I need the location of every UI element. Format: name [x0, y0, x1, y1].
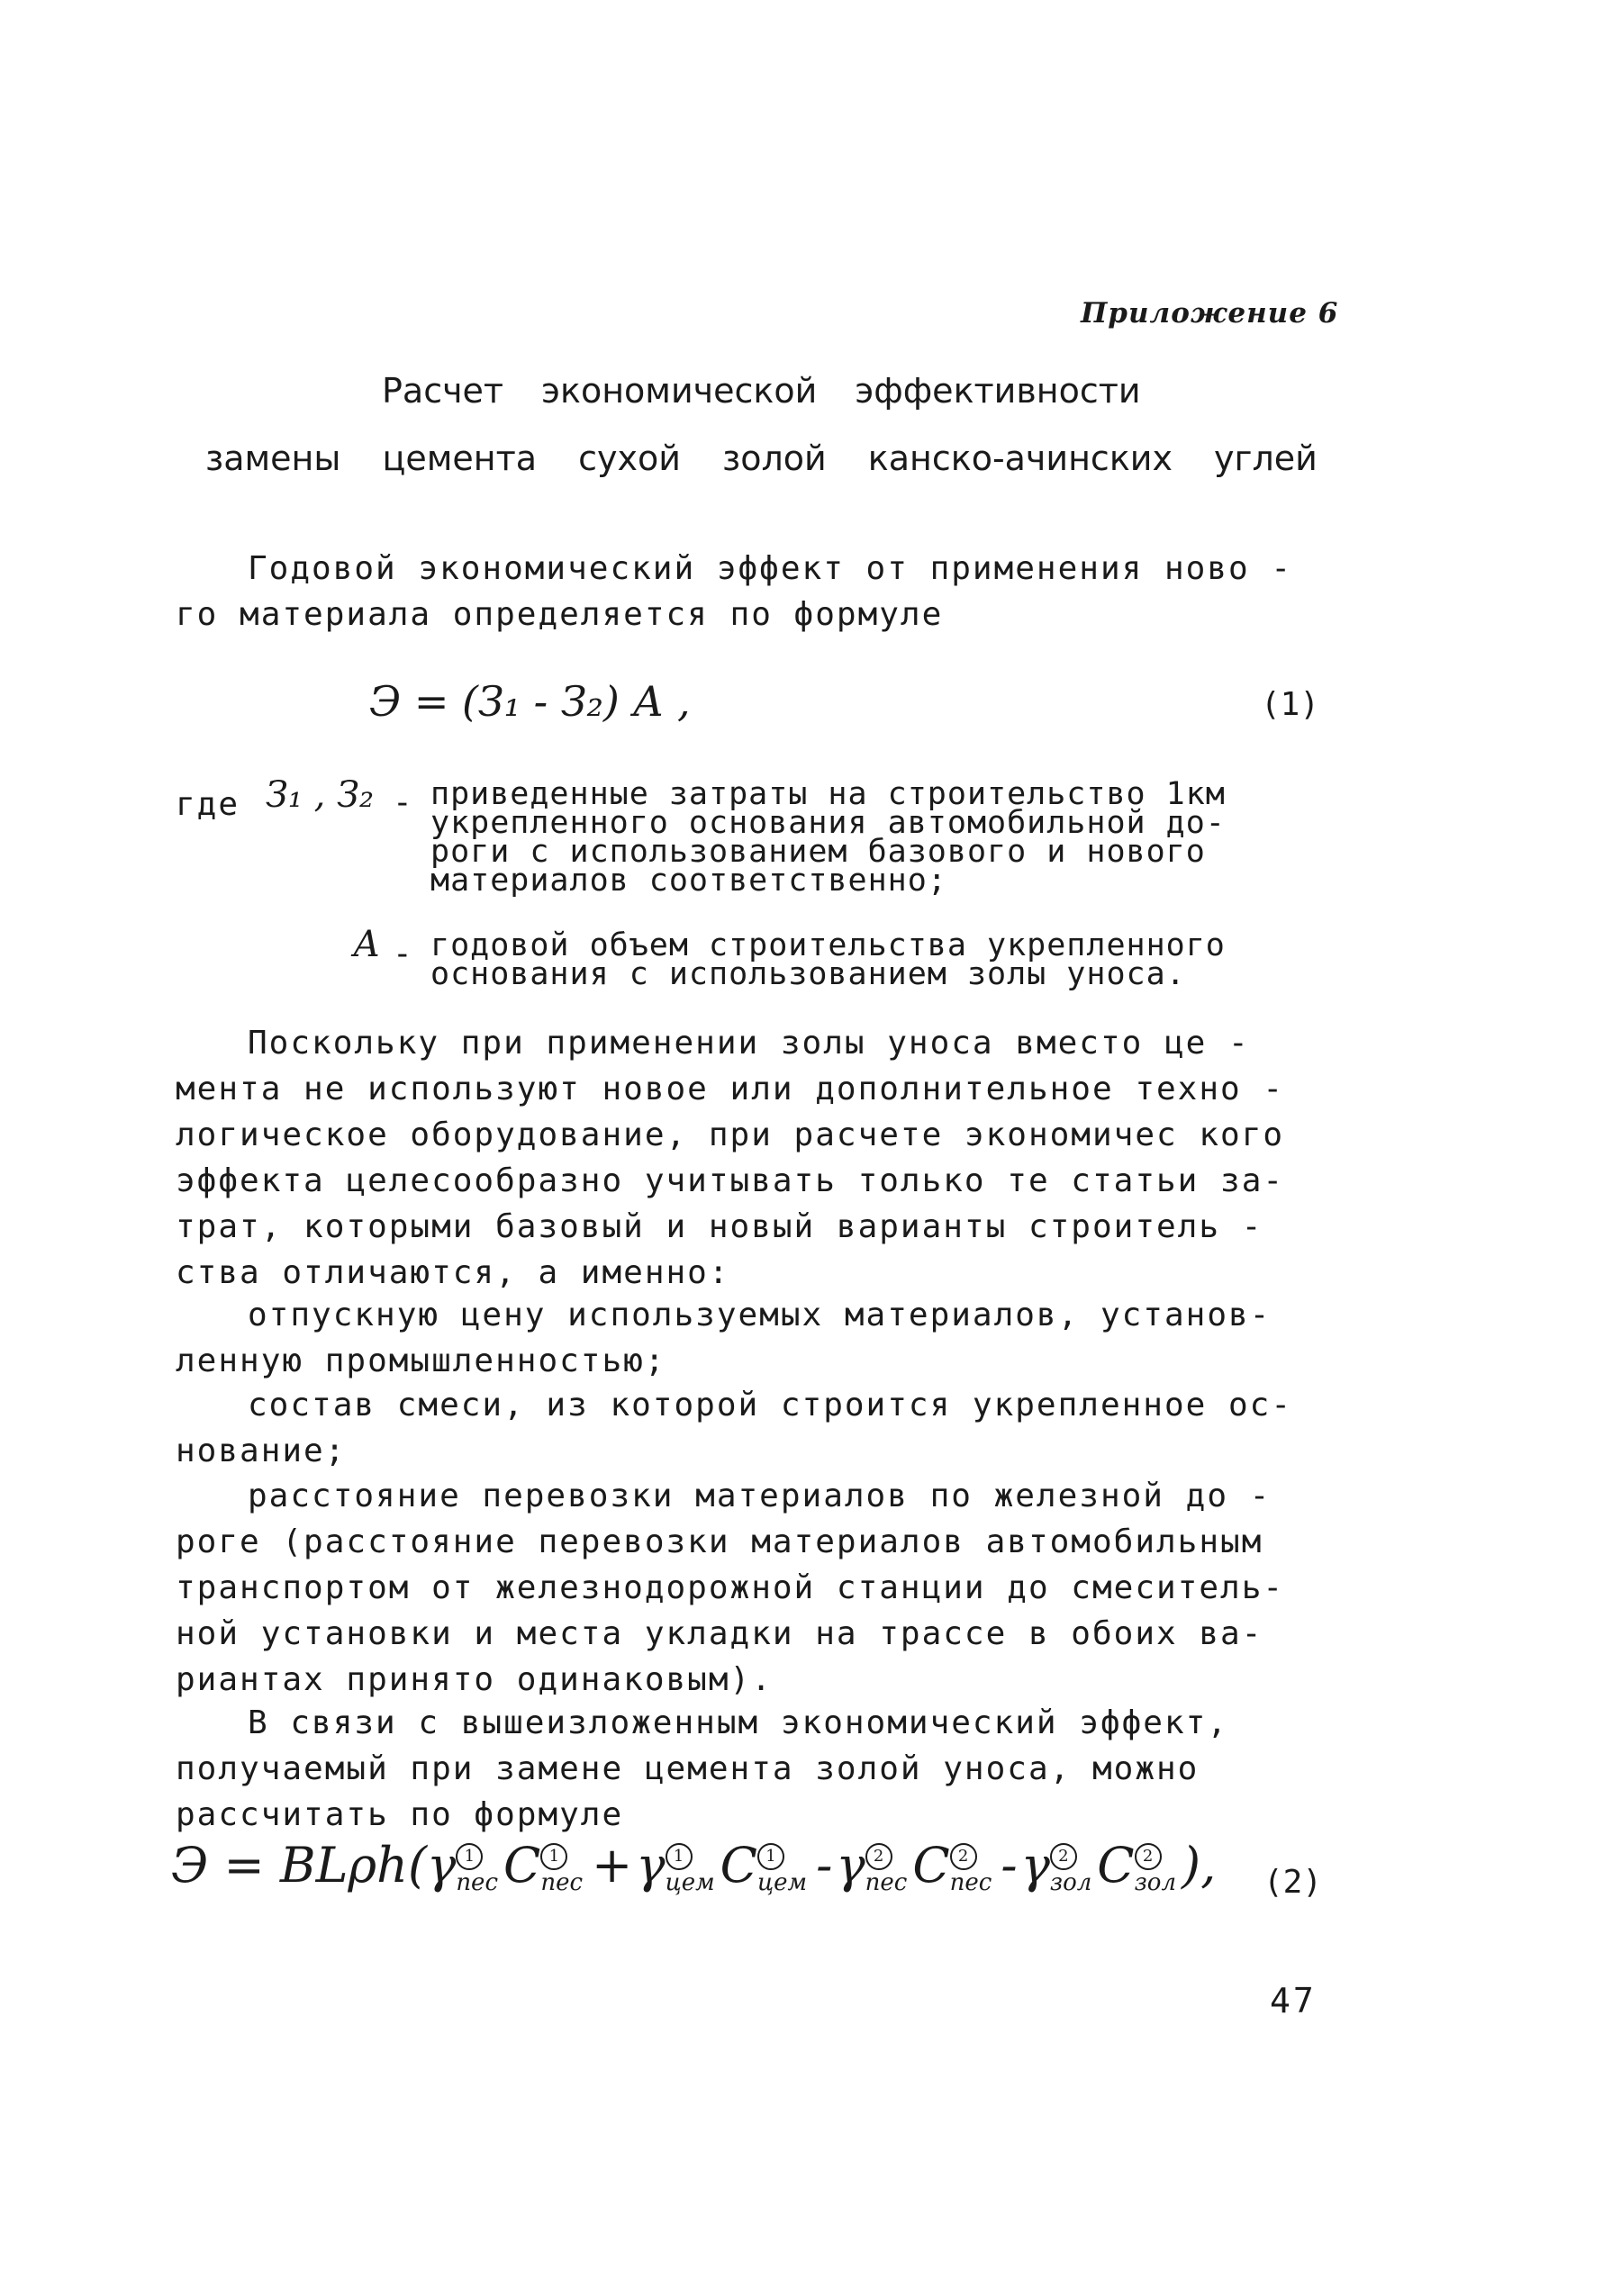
list-line: состав смеси, из которой строится укрепленное ос-	[248, 1387, 1293, 1424]
formula-2-term	[588, 1837, 812, 1894]
formula-2-circled-mark: 1	[540, 1843, 567, 1870]
body-line: ства отличаются, а именно:	[176, 1254, 730, 1291]
formula-2-subscript: пес	[456, 1869, 499, 1896]
definition-1-line: укрепленного основания автомобильной до-	[430, 805, 1226, 841]
formula-2-circled-mark: 1	[666, 1843, 693, 1870]
definition-2	[430, 927, 1226, 992]
formula-2-term	[427, 1837, 588, 1894]
intro-paragraph	[176, 546, 1337, 637]
formula-2-number: (2)	[1263, 1864, 1323, 1901]
where-variable-1: З₁ , З₂	[266, 774, 375, 816]
definition-1-line: приведенные затраты на строительство 1км	[430, 776, 1226, 812]
list-line: расстояние перевозки материалов по железной до -	[248, 1478, 1272, 1514]
conclusion-paragraph	[176, 1700, 1337, 1838]
intro-line-2: го материала определяется по формуле	[176, 596, 944, 633]
body-paragraph	[176, 1020, 1337, 1296]
formula-2	[171, 1837, 1216, 1895]
list-line: транспортом от железнодорожной станции до смеситель-	[176, 1569, 1285, 1606]
formula-2-circled-mark: 2	[865, 1843, 892, 1870]
body-line: логическое оборудование, при расчете экономичес кого	[176, 1116, 1285, 1153]
where-label: где	[176, 786, 240, 823]
title-line-2: замены цемента сухой золой канско-ачинских углей	[205, 438, 1318, 478]
formula-2-subscript: пес	[540, 1869, 584, 1896]
where-variable-2: А	[353, 924, 381, 965]
conclusion-line: получаемый при замене цемента золой уноса, можно	[176, 1750, 1200, 1787]
formula-2-circled-mark: 2	[1135, 1843, 1162, 1870]
page-number: 47	[1270, 1981, 1317, 2020]
formula-2-terms	[427, 1837, 1182, 1894]
formula-2-subscript: цем	[665, 1869, 715, 1896]
list-line: ленную промышленностью;	[176, 1342, 666, 1379]
formula-2-circled-mark: 2	[1050, 1843, 1077, 1870]
formula-2-subscript: пес	[865, 1869, 908, 1896]
formula-2-symbol: γ	[1020, 1837, 1050, 1894]
formula-1: Э = (З₁ - З₂) А ,	[369, 677, 691, 726]
list-line: ной установки и места укладки на трассе в обоих ва-	[176, 1615, 1263, 1652]
body-line: мента не используют новое или дополнительное техно -	[176, 1071, 1285, 1107]
where-dash-2: -	[393, 936, 414, 972]
formula-2-circled-mark: 2	[950, 1843, 977, 1870]
list-item-2	[176, 1382, 1337, 1474]
title-line-1: Расчет экономической эффективности	[382, 371, 1141, 411]
formula-2-symbol: С	[720, 1837, 757, 1894]
list-line: нование;	[176, 1433, 347, 1469]
formula-1-number: (1)	[1261, 686, 1320, 723]
conclusion-line: В связи с вышеизложенным экономический эффект,	[248, 1704, 1228, 1741]
formula-2-term	[997, 1837, 1182, 1894]
formula-2-subscript: зол	[1049, 1869, 1092, 1896]
list-line: риантах принято одинаковым).	[176, 1661, 773, 1698]
formula-2-symbol: γ	[836, 1837, 865, 1894]
definition-1-line: материалов соответственно;	[430, 863, 947, 899]
formula-2-operator: -	[1001, 1837, 1018, 1894]
body-line: Поскольку при применении золы уноса вместо це -	[248, 1025, 1250, 1062]
formula-2-operator: +	[592, 1837, 633, 1894]
formula-2-subscript: цем	[757, 1869, 808, 1896]
formula-2-subscript: зол	[1134, 1869, 1176, 1896]
formula-2-operator: -	[816, 1837, 833, 1894]
intro-line-1: Годовой экономический эффект от применения ново -	[248, 550, 1293, 587]
where-dash-1: -	[393, 784, 414, 821]
formula-2-term	[812, 1837, 997, 1894]
body-line: трат, которыми базовый и новый варианты строитель -	[176, 1208, 1263, 1245]
formula-2-symbol: γ	[636, 1837, 666, 1894]
formula-2-symbol: γ	[427, 1837, 457, 1894]
definition-1	[430, 776, 1226, 899]
formula-2-subscript: пес	[949, 1869, 992, 1896]
definition-2-line: годовой объем строительства укрепленного	[430, 927, 1226, 963]
definition-1-line: роги с использованием базового и нового	[430, 834, 1206, 870]
formula-2-circled-mark: 1	[757, 1843, 784, 1870]
formula-2-prefix: Э = ВLρh(	[171, 1837, 428, 1894]
formula-2-symbol: С	[912, 1837, 950, 1894]
body-line: эффекта целесообразно учитывать только те статьи за-	[176, 1162, 1285, 1199]
formula-2-symbol: С	[503, 1837, 541, 1894]
list-line: отпускную цену используемых материалов, установ-	[248, 1297, 1272, 1333]
definition-2-line: основания с использованием золы уноса.	[430, 956, 1186, 992]
list-item-1	[176, 1292, 1337, 1384]
formula-2-suffix: ),	[1182, 1837, 1217, 1894]
list-item-3	[176, 1473, 1337, 1703]
formula-2-circled-mark: 1	[456, 1843, 483, 1870]
appendix-label: Приложение 6	[1081, 297, 1339, 330]
list-line: роге (расстояние перевозки материалов автомобильным	[176, 1523, 1263, 1560]
formula-2-symbol: С	[1097, 1837, 1135, 1894]
conclusion-line: рассчитать по формуле	[176, 1796, 624, 1833]
